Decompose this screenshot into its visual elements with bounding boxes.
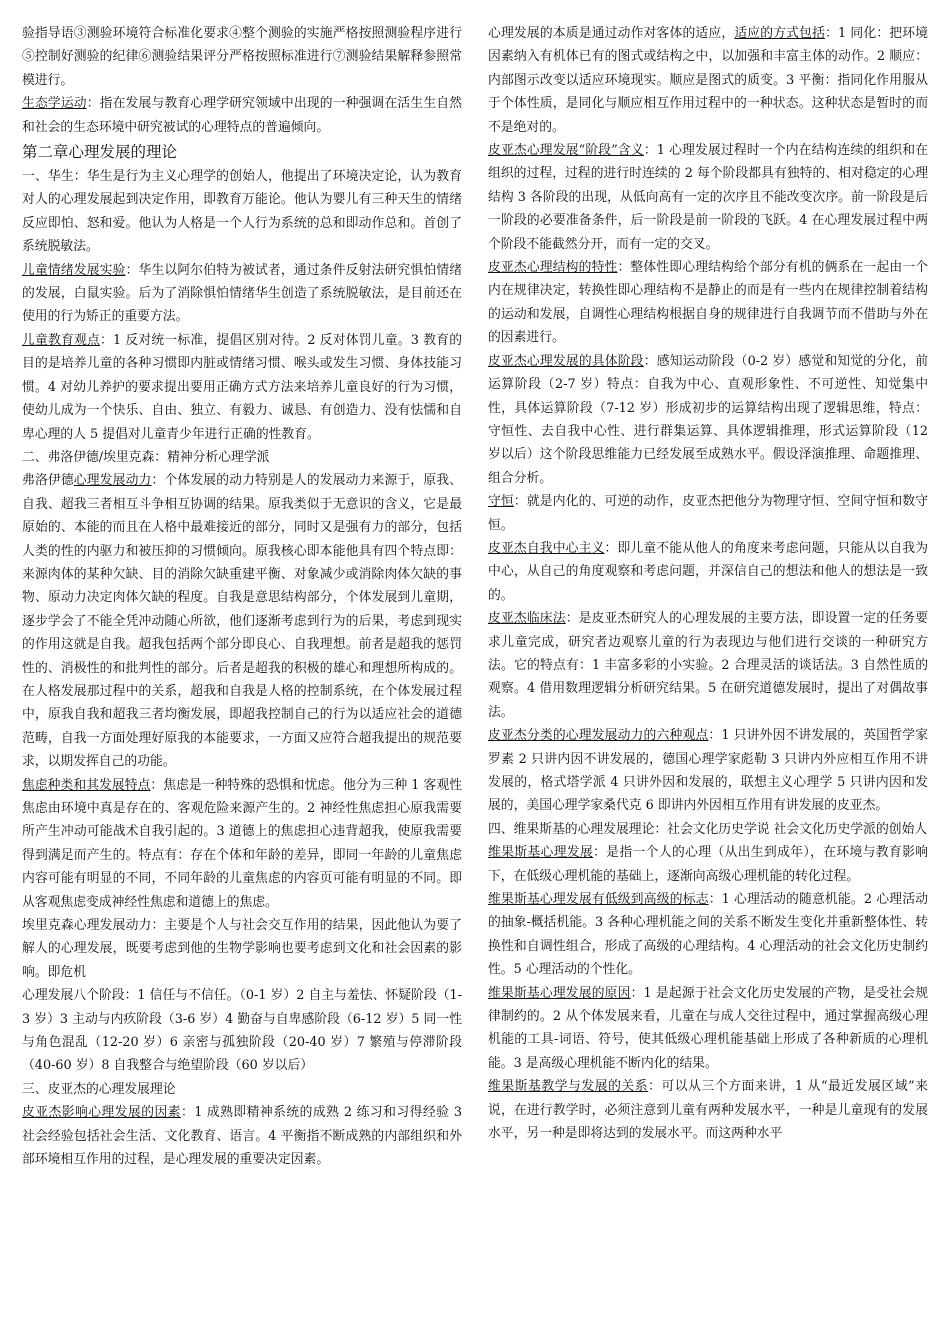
definition-text: ：可以从三个方面来讲，1 从“最近发展区域”来说，在进行教学时，必须注意到儿童有两种发展水平，一种是儿童现有的发展水平，另一种是即将达到的发展水平。而这两种水平: [488, 1079, 928, 1142]
term-paragraph: [22, 774, 462, 914]
term-paragraph: [488, 490, 928, 537]
right-column: [488, 22, 928, 1344]
term-paragraph: [488, 537, 928, 607]
paragraph: 四、维果斯基的心理发展理论：社会文化历史学说 社会文化历史学派的创始人: [488, 821, 928, 837]
underlined-term: 皮亚杰临床法: [488, 611, 566, 627]
underlined-term: 皮亚杰自我中心主义: [488, 540, 605, 556]
definition-text: ：1 反对统一标准，提倡区别对待。2 反对体罚儿童。3 教育的目的是培养儿童的各种习惯即内脏或情绪习惯、喉头或发生习惯、身体技能习惯。4 对幼儿养护的要求提出要用正确方式方法来培养儿童良好的行为习惯，使幼儿成为一个快乐、自由、独立、有毅力、诚恳、有创造力、没有怯懦和自卑心理的人 5 提倡对儿童青少年进行正确的性教育。: [22, 332, 462, 442]
underlined-term: 维果斯基心理发展: [488, 845, 594, 861]
definition-text: ：1 成熟即精神系统的成熟 2 练习和习得经验 3 社会经验包括社会生活、文化教育、语言。4 平衡指不断成熟的内部组织和外部环境相互作用的过程，是心理发展的重要决定因素。: [22, 1105, 462, 1168]
term-paragraph: [488, 982, 928, 1076]
underlined-term: 儿童教育观点: [22, 332, 100, 348]
underlined-term: 维果斯基教学与发展的关系: [488, 1079, 649, 1095]
term-paragraph: [488, 256, 928, 350]
paragraph: 三、皮亚杰的心理发展理论: [22, 1081, 176, 1097]
definition-text: ：就是内化的、可逆的动作，皮亚杰把他分为物理守恒、空间守恒和数守恒。: [488, 494, 928, 533]
underlined-term: 皮亚杰分类的心理发展动力的六种观点: [488, 728, 709, 744]
term-paragraph: [488, 139, 928, 256]
chapter-heading: 第二章心理发展的理论: [22, 143, 178, 162]
underlined-term: 皮亚杰心理发展的具体阶段: [488, 353, 644, 369]
term-paragraph: [488, 841, 928, 888]
term-paragraph: [488, 1075, 928, 1145]
definition-text: ：是皮亚杰研究人的心理发展的主要方法，即设置一定的任务要求儿童完成，研究者边观察儿童的行为表现边与他们进行交谈的一种研究方法。它的特点有：1 丰富多彩的小实验。2 合理灵活的谈话法。3 自然性质的观察。4 借用数理逻辑分析研究结果。5 在研究道德发展时，提出了对偶故事法。: [488, 611, 928, 720]
left-column: [22, 22, 462, 1344]
definition-text: ：指在发展与教育心理学研究领域中出现的一种强调在活生生自然和社会的生态环境中研究被试的心理特点的普遍倾向。: [22, 96, 462, 135]
term-paragraph: [488, 350, 928, 490]
definition-text: ：1 是起源于社会文化历史发展的产物，是受社会规律制约的。2 从个体发展来看，儿童在与成人交往过程中，通过掌握高级心理机能的工具-词语、符号，使其低级心理机能基础上形成了各种新质的心理机能。3 是高级心理机能不断内化的结果。: [488, 985, 928, 1071]
term-paragraph: [22, 329, 462, 446]
definition-text: ：1 心理发展过程时一个内在结构连续的组织和在组织的过程，过程的进行时连续的 2 每个阶段都具有独特的、相对稳定的心理结构 3 各阶段的出现，从低向高有一定的次序且不能改变次序。前一阶段是后一阶段的必要准备条件，后一阶段是前一阶段的飞跃。4 在心理发展过程中两个阶段不能截然分开，而有一定的交叉。: [488, 143, 928, 252]
underlined-term: 皮亚杰心理发展“阶段”含义: [488, 143, 644, 159]
definition-text: ：焦虑是一种特殊的恐惧和忧虑。他分为三种 1 客观性焦虑由环境中真是存在的、客观危险来源产生的。2 神经性焦虑担心原我需要所产生冲动可能战术自我引起的。3 道德上的焦虑担心违背超我，使原我需要得到满足而产生的。特点有：存在个体和年龄的差异，即同一年龄的儿童焦虑内容可能有明显的不同，不同年龄的儿童焦虑的内容页可能有明显的不同。即从客观焦虑变成神经性焦虑和道德上的焦虑。: [22, 777, 462, 910]
underlined-term: 儿童情绪发展实验: [22, 262, 126, 278]
definition-text: ：1 心理活动的随意机能。2 心理活动的抽象-概括机能。3 各种心理机能之间的关系不断发生变化并重新整体性、转换性和自调性组合，形成了高级的心理结构。4 心理活动的社会文化历史制约性。5 心理活动的个性化。: [488, 892, 928, 978]
underlined-term: 维果斯基心理发展的原因: [488, 985, 631, 1001]
underlined-term: 焦虑种类和其发展特点: [22, 777, 151, 793]
underlined-term: 皮亚杰影响心理发展的因素: [22, 1105, 181, 1121]
lead-text: 心理发展的本质是通过动作对客体的适应，: [488, 26, 735, 41]
term-paragraph: [22, 92, 462, 139]
underlined-term: 生态学运动: [22, 96, 87, 112]
term-paragraph: [488, 607, 928, 724]
definition-text: ：个体发展的动力特别是人的发展动力来源于，原我、自我、超我三者相互斗争相互协调的结果。原我类似于无意识的含义，它是最原始的、本能的而且在人格中最难接近的部分，同时又是强有力的部分，包括人类的性的内驱力和被压抑的习惯倾向。原我核心即本能他具有四个特点即：来源肉体的某种欠缺、目的消除欠缺重建平衡、对象减少或消除肉体欠缺的事物、原动力决定肉体欠缺的程度。自我是意思结构部分，个体发展到儿童期，逐步学会了不能全凭冲动随心所欲，他们逐渐考虑到行为的后果，考虑到现实的作用这就是自我。超我包括两个部分即良心、自我理想。前者是超我的惩罚性的、消极性的和批判性的部分。后者是超我的积极的雄心和理想所构成的。在人格发展那过程中的关系，超我和自我是人格的控制系统，在个体发展过程中，原我自我和超我三者均衡发展，即超我控制自己的行为以适应社会的道德范畴，自我一方面处理好原我的本能要求，一方面又应符合超我提出的规范要求，以期发挥自己的功能。: [22, 473, 462, 770]
definition-text: ：1 同化：把环境因素纳入有机体已有的图式或结构之中，以加强和丰富主体的动作。2 顺应：内部图示改变以适应环境现实。顺应是图式的质变。3 平衡：指同化作用服从于个体性质，是同化与顺应相互作用过程中的一种状态。这种状态是暂时的而不是绝对的。: [488, 26, 928, 135]
term-paragraph: [22, 469, 462, 773]
paragraph: 埃里克森心理发展动力：主要是个人与社会交互作用的结果，因此他认为要了解人的心理发展，既要考虑到他的生物学影响也要考虑到文化和社会因素的影响。即危机: [22, 918, 462, 980]
definition-text: ：1 只讲外因不讲发展的，英国哲学家罗素 2 只讲内因不讲发展的，德国心理学家彪勒 3 只讲内外应相互作用不讲发展的，格式塔学派 4 只讲外因和发展的，联想主义心理学 5 只讲内因和发展的，美国心理学家桑代克 6 即讲内外因相互作用有讲发展的皮亚杰。: [488, 728, 928, 814]
lead-text: 弗洛伊德: [22, 473, 74, 489]
underlined-term: 适应的方式包括: [734, 26, 826, 41]
definition-text: ：整体性即心理结构给个部分有机的俩系在一起由一个内在规律决定，转换性即心理结构不是静止的而是有一些内在规律控制着结构的运动和发展，自调性心理结构根据自身的规律进行自我调节而不借助与外在的因素进行。: [488, 260, 928, 346]
definition-text: ：华生以阿尔伯特为被试者，通过条件反射法研究惧怕情绪的发展，白鼠实验。后为了消除惧怕情绪华生创造了系统脱敏法，是目前还在使用的行为矫正的重要方法。: [22, 262, 462, 325]
term-paragraph: [488, 888, 928, 982]
paragraph: 一、华生：华生是行为主义心理学的创始人，他提出了环境决定论，认为教育对人的心理发展起到决定作用，即教育万能论。他认为婴儿有三种天生的情绪反应即怕、怒和爱。他认为人格是一个人行为系统的总和即动作总和。首创了系统脱敏法。: [22, 169, 462, 255]
term-paragraph: [22, 1101, 462, 1171]
underlined-term: 维果斯基心理发展有低级到高级的标志: [488, 892, 709, 908]
underlined-term: 守恒: [488, 494, 514, 510]
paragraph: 心理发展八个阶段：1 信任与不信任。（0-1 岁）2 自主与羞怯、怀疑阶段（1-3 岁）3 主动与内疚阶段（3-6 岁）4 勤奋与自卑感阶段（6-12 岁）5 同一性与角色混乱（12-20 岁）6 亲密与孤独阶段（20-40 岁）7 繁殖与停滞阶段（40-60 岁）8 自我整合与绝望阶段（60 岁以后）: [22, 988, 462, 1074]
paragraph: 验指导语③测验环境符合标准化要求④整个测验的实施严格按照测验程序进行⑤控制好测验的纪律⑥测验结果评分严格按照标准进行⑦测验结果解释参照常模进行。: [22, 26, 462, 88]
definition-text: ：即儿童不能从他人的角度来考虑问题，只能从以自我为中心，从自己的角度观察和考虑问题，并深信自己的想法和他人的想法是一致的。: [488, 540, 928, 603]
term-paragraph: [488, 724, 928, 818]
definition-text: ：是指一个人的心理（从出生到成年），在环境与教育影响下，在低级心理机能的基础上，逐渐向高级心理机能的转化过程。: [488, 845, 928, 884]
term-paragraph: [22, 259, 462, 329]
underlined-term: 心理发展动力: [73, 473, 152, 489]
term-paragraph: [488, 22, 928, 139]
definition-text: ：感知运动阶段（0-2 岁）感觉和知觉的分化，前运算阶段（2-7 岁）特点：自我为中心、直观形象性、不可逆性、知觉集中性，具体运算阶段（7-12 岁）形成初步的运算结构出现了逻辑思维，特点：守恒性、去自我中心性、进行群集运算、具体逻辑推理，形式运算阶段（12 岁以后）这个阶段思维能力已经发展至成熟水平。假设泽演推理、命题推理、组合分析。: [488, 353, 928, 486]
paragraph: 二、弗洛伊德/埃里克森：精神分析心理学派: [22, 449, 270, 465]
underlined-term: 皮亚杰心理结构的特性: [488, 260, 618, 276]
